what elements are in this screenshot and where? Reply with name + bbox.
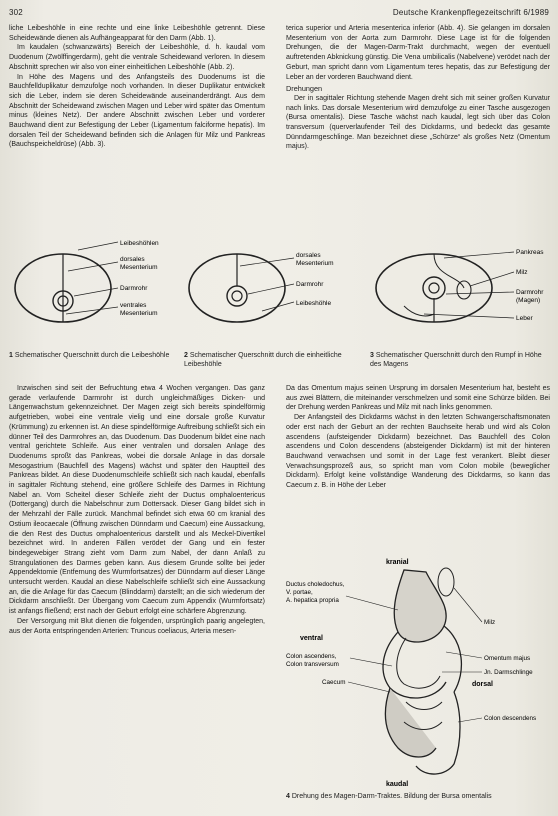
figure-2: [182, 236, 372, 346]
journal-title: Deutsche Krankenpflegezeitschrift 6/1989: [392, 8, 549, 17]
figure-3: [364, 236, 554, 346]
fig1-label: Leibeshöhlen: [120, 240, 159, 247]
fig2-label: Leibeshöhle: [296, 300, 332, 307]
fig4-ventral: ventral: [300, 635, 323, 642]
paragraph: liche Leibeshöhle in eine rechte und eine linke Leibeshöhle getrennt. Diese Scheidewände dienen als Aufhängeapparat für den Darm (Abb. 1).: [9, 25, 265, 42]
fig3-label: Pankreas: [516, 249, 544, 256]
fig1-label: Mesenterium: [120, 310, 158, 317]
fig4-kranial: kranial: [386, 559, 409, 566]
figure-4: [286, 552, 552, 788]
figure-4-caption: [286, 792, 552, 801]
fig1-label: dorsales: [120, 256, 145, 263]
paragraph: Da das Omentum majus seinen Ursprung im dorsalen Mesenterium hat, besteht es aus zwei Blättern, die miteinander verschmelzen und somit eine Schürze bilden. Bei der Drehung werden Pankreas und Milz mit nach links genommen.: [286, 385, 550, 412]
fig1-label: ventrales: [120, 302, 147, 309]
paragraph: In Höhe des Magens und des Anfangsteils des Duodenums ist die Bauchfellduplikatur demzufolge noch vorhanden. In dieser Duplikatur entwickelt sich die Leber, indem sie deren Scheidewände auseinanderdrängt. Aus dem Abschnitt der Scheidewand zwischen Magen und Leber wird später das Omentum minus (kleines Netz). Der andere Abschnitt zwischen Leber und vorderer Bauchwand dient zur Befestigung der Leber (Ligamentum falciforme hepatis). Im dorsalen Teil der Scheidewand befinden sich die Anlagen für Milz und Pankreas (Bauchspeicheldrüse) (Abb. 3).: [9, 73, 265, 149]
caption-number: 3: [370, 352, 374, 359]
paragraph: Der Anfangsteil des Dickdarms wächst in den letzten Schwangerschaftsmonaten oder erst nach der Geburt an der rechten Bauchseite herab und wird als Colon ascendens (aufsteigender Dickdarm) bezeichnet. Das Bauchfell des Colon ascendens und Colon descendens (absteigender Dickdarm) ist mit der hinteren Bauchwand verwachsen und somit in der Lage fest verankert. Bleibt dieser Verwachsungsprozeß aus, so spricht man vom Colon mobile (beweglicher Dickdarm). Erfolgt keine vollständige Wanderung des Dickdarms, so kann das Caecum z. B. in Höhe der Leber: [286, 414, 550, 490]
caption-number: 1: [9, 352, 13, 359]
column-bottom-left: [9, 384, 265, 812]
caption-text: Drehung des Magen-Darm-Traktes. Bildung der Bursa omentalis: [291, 793, 492, 800]
fig3-label: Milz: [516, 269, 528, 276]
paragraph: Der in sagittaler Richtung stehende Magen dreht sich mit seiner großen Kurvatur nach links. Das dorsale Mesenterium wird demzufolge zu einer Tasche ausgezogen (Bursa omentalis). Diese Tasche wächst nach kaudal, legt sich über das Colon transversum (querverlaufender Teil des Dickdarms, und bedeckt das gesamte Dünndarmgeschlinge. Man bezeichnet diese „Schürze“ als großes Netz (Omentum majus).: [286, 94, 550, 151]
fig2-label: dorsales: [296, 252, 321, 259]
fig2-label: Darmrohr: [296, 281, 324, 288]
fig4-dorsal: dorsal: [472, 681, 494, 688]
figure-2-caption: [184, 351, 359, 369]
fig4-right-label: Omentum majus: [484, 655, 531, 662]
figure-1-caption: [9, 351, 174, 360]
fig4-left-label: Colon transversum: [286, 661, 339, 668]
figure-3-caption: [370, 351, 550, 369]
fig4-right-label: Milz: [484, 619, 496, 626]
section-heading: Drehungen: [286, 84, 323, 94]
column-top-right: [286, 24, 550, 234]
paragraph: Der Versorgung mit Blut dienen die folgenden, ursprünglich paarig angelegten, aus der Aorta entspringenden Arterien: Truncus coeliacus, Arteria mesen-: [9, 617, 265, 635]
caption-text: Schematischer Querschnitt durch die Leibeshöhle: [14, 352, 170, 359]
caption-text: Schematischer Querschnitt durch den Rumpf in Höhe des Magens: [370, 352, 542, 368]
caption-number: 4: [286, 793, 290, 800]
paragraph: Im kaudalen (schwanzwärts) Bereich der Leibeshöhle, d. h. kaudal vom Duodenum (Zwölffingerdarm), geht die ventrale Scheidewand verloren. In diesem Abschnitt sprechen wir also von einer einheitlichen Leibeshöhle (Abb. 2).: [9, 44, 265, 71]
fig2-label: Mesenterium: [296, 260, 334, 267]
column-top-left: [9, 24, 265, 234]
fig4-kaudal: kaudal: [386, 781, 409, 788]
fig4-left-label: Colon ascendens,: [286, 653, 337, 660]
figure-1: [8, 236, 188, 346]
fig4-left-label: V. portae,: [286, 589, 313, 596]
page-number: 302: [9, 8, 23, 17]
fig3-label: Leber: [516, 315, 533, 322]
fig4-right-label: Jn. Darmschlinge: [484, 669, 533, 676]
paragraph: terica superior und Arteria mesenterica inferior (Abb. 4). Sie gelangen im dorsalen Mesenterium von der Aorta zum Darmrohr. Diese Lage ist für die folgenden Drehungen, die der Magen-Darm-Trakt durchmacht, wegen der eventuell auftretenden Abknickung günstig. Die Vena umbilicalis (Nabelvene) verödet nach der Geburt, man spricht dann vom Ligamentum teres hepatis, das zur Befestigung der Leber an der vorderen Bauchwand dient.: [286, 25, 550, 81]
caption-number: 2: [184, 352, 188, 359]
fig3-label: Darmrohr: [516, 289, 544, 296]
paragraph: Inzwischen sind seit der Befruchtung etwa 4 Wochen vergangen. Das ganz gerade verlaufende Darmrohr ist durch ungleichmäßiges Dicken- und Längenwachstum gekennzeichnet. Der Magen zeigt sich bereits spindelförmig aufgetrieben, wobei eine ventrale vielig und eine dorsale große Kurvatur (Krümmung) zu erkennen ist. An diese spindelförmige Auftreibung schließt sich ein dünner Teil des Darmrohres an, das Duodenum. Das Duodenum bildet eine nach ventral gerichtete Schleife. Aus einer ventralen und dorsalen Anlage des Duodenums sproßt das Pankreas, wobei die dorsale Anlage in das dorsale Mesogastrium (Bauchfell des Magens) wächst und später den Hauptteil des Pankreas bildet. An diese Duodenumschleife schließt sich nach kaudal, ebenfalls in sagittaler Richtung stehend, eine größere Schleife des Darmes in Richtung Nabel an. Vom Scheitel dieser Schleife zieht der Ductus omphaloentericus (Dottergang) durch die Nabelschnur zum Dottersack. Dieser Gang bildet sich in der Mehrzahl der Fälle zurück. Manchmal befindet sich etwa 60 cm kranial des Ostium ileocaecale (Öffnung zwischen Dünndarm und Caecum) eine Aussackung, die den Rest des Ductus omphaloentericus darstellt und als Meckel-Divertikel bezeichnet wird. In anderen Fällen verödet der Gang und ein fester bindegewebiger Strang zieht vom Darm zum Nabel, der dann Anlaß zu Strangulationen des Darmes geben kann. Aus diesem Grunde sollte bei jeder Appendektomie (Entfernung des Wurmfortsatzes) der Dünndarm auf dieser Länge untersucht werden. Kaudal an diese Nabelschleife schließt sich eine Aussackung an, die die Anlage für das Caecum (Blinddarm) darstellt; an die sich wiederum der Dickdarm anschließt. Der Übergang vom Caecum zum Appendix (Wurmfortsatz) ist anfangs fließend; erst nach der Geburt erfolgt eine schärfere Abgrenzung.: [9, 385, 265, 616]
fig4-left-label: A. hepatica propria: [286, 597, 339, 604]
caption-text: Schematischer Querschnitt durch die einheitliche Leibeshöhle: [184, 352, 342, 368]
fig4-left-label: Ductus choledochus,: [286, 581, 345, 588]
fig1-label: Mesenterium: [120, 264, 158, 271]
fig4-right-label: Colon descendens: [484, 715, 537, 722]
column-bottom-right: [286, 384, 550, 544]
fig4-left-label: Caecum: [322, 679, 346, 686]
fig1-label: Darmrohr: [120, 285, 148, 292]
fig3-label: (Magen): [516, 297, 541, 304]
